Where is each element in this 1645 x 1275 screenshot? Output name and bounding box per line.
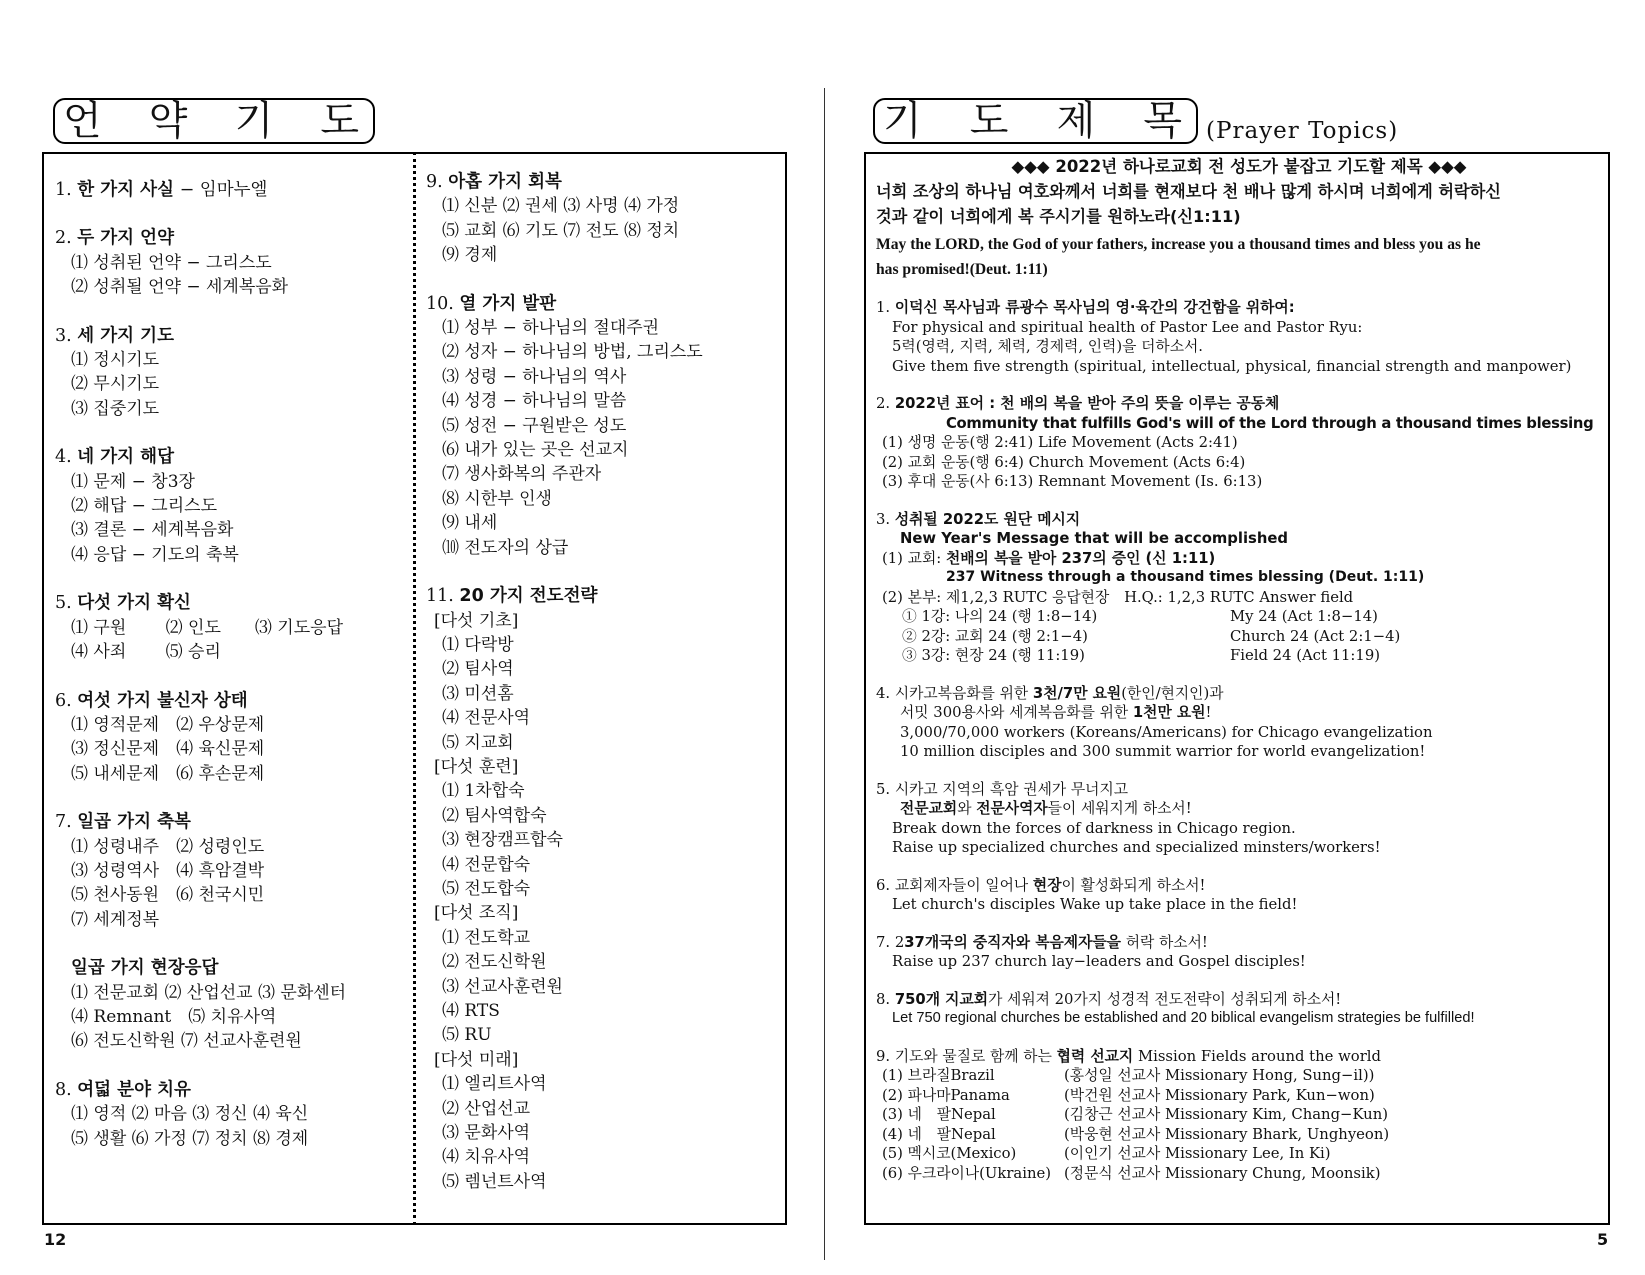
prayer-topic-9 [876,1047,1602,1184]
subitem-english: My 24 (Act 1:8−14) [1230,608,1378,625]
prayer-topic-6 [876,876,1602,915]
section-item: ⑺ 생사화복의 주관자 [442,464,602,485]
section-item: ⑸ 성전 − 구원받은 성도 [442,415,627,436]
book-spine [824,88,825,1260]
topic-text: 기도와 물질로 함께 하는 [894,1047,1057,1065]
verse-korean-line: 것과 같이 너희에게 복 주시기를 원하노라(신1:11) [876,207,1241,226]
topic-line: Let 750 regional churches be established and 20 biblical evangelism strategies be fulfilled! [892,1010,1475,1026]
topic-title: 2022년 표어 : 천 배의 복을 받아 주의 뜻을 이루는 공동체 [894,395,1280,412]
section-title: 다섯 가지 확신 [77,593,191,614]
section-number: 4. [55,447,72,468]
section-heading [55,956,405,980]
section-heading [55,1078,405,1102]
prayer-topic-8 [876,990,1602,1029]
covenant-section [55,324,405,422]
section-item: ⑴ 영적 ⑵ 마음 ⑶ 정신 ⑷ 육신 [71,1104,309,1125]
left-page-number: 12 [44,1230,67,1249]
section-heading [55,226,405,250]
topic-text: 들이 세워지게 하소서! [1047,800,1192,817]
section-heading [55,591,405,615]
strategy-item: ⑷ 전문사역 [442,708,531,729]
topic-english: Community that fulfills God's will of the Lord through a thousand times blessing [946,414,1594,432]
subitem-korean: ② 2강: 교회 24 (행 2:1−4) [902,627,1088,645]
strategy-group-label: [다섯 훈련] [434,756,519,777]
right-page-title [873,98,1198,144]
prayer-topic-3 [876,510,1602,666]
topic-text: 이 활성화되게 하소서! [1061,876,1206,894]
section-number: 2. [55,228,72,249]
mission-field-row [876,1086,1602,1106]
strategy-item: ⑷ 치유사역 [442,1147,531,1168]
right-title-char: 기 [883,98,922,144]
subitem-english: Church 24 (Act 2:1−4) [1230,627,1401,645]
strategy-item: ⑷ 전문합숙 [442,854,531,875]
verse-korean [876,179,1602,229]
topic-number: 5. [876,780,891,798]
section-item: ⑹ 내가 있는 곳은 선교지 [442,440,629,461]
missionary-name: (김창근 선교사 Missionary Kim, Chang−Kun) [1064,1106,1389,1123]
subitem-english: Field 24 (Act 11:19) [1230,647,1381,664]
topic-text: ! [1205,704,1212,721]
section-item: ⑴ 영적문제 ⑵ 우상문제 [71,714,265,735]
topic-item: (1) 생명 운동(행 2:41) Life Movement (Acts 2:41) [882,434,1238,451]
section-title: 네 가지 해답 [77,447,174,468]
strategy-item: ⑵ 팀사역합숙 [442,805,547,826]
topic-number: 4. [876,684,891,702]
topic-number: 8. [876,990,891,1008]
strategy-item: ⑴ 다락방 [442,634,514,655]
covenant-section [426,292,781,560]
strategy-group-label: [다섯 기초] [434,610,519,631]
mission-field-row [876,1164,1602,1184]
strategy-item: ⑵ 전도신학원 [442,952,547,973]
topic-line: Break down the forces of darkness in Chicago region. [892,819,1296,837]
topic-subitem [876,607,1602,627]
section-heading [55,445,405,469]
topic-line: 10 million disciples and 300 summit warrior for world evangelization! [900,743,1426,760]
topic-bold: 전문사역자 [976,800,1048,817]
prayer-topic-4 [876,684,1602,762]
missionary-name: (박웅현 선교사 Missionary Bhark, Unghyeon) [1064,1125,1390,1143]
section-item: ⑵ 해답 − 그리스도 [71,496,217,517]
section-number: 7. [55,812,72,833]
topic-number: 7. [876,933,891,951]
section-number: 1. [55,180,72,200]
missionary-name: (박건원 선교사 Missionary Park, Kun−won) [1064,1086,1375,1104]
right-page-number: 5 [1597,1230,1609,1249]
mission-field-row [876,1144,1602,1164]
mission-field-row [876,1105,1602,1125]
section-title: 세 가지 기도 [77,325,174,346]
section-heading [55,178,405,202]
mission-field-list [876,1066,1602,1183]
topic-title: 성취될 2022도 원단 메시지 [894,510,1081,528]
topic-item-english: 237 Witness through a thousand times blessing (Deut. 1:11) [946,569,1425,585]
section-item: ⑸ 내세문제 ⑹ 후손문제 [71,763,265,784]
subitem-korean: ① 1강: 나의 24 (행 1:8−14) [902,608,1098,625]
section-number: 6. [55,690,72,711]
strategy-group-label: [다섯 조직] [434,903,519,924]
strategy-item: ⑵ 팀사역 [442,659,514,680]
section-heading [426,292,781,316]
section-item: ⑷ 성경 − 하나님의 말씀 [442,391,627,412]
section-title: 아홉 가지 회복 [448,172,562,192]
section-item: ⑷ 응답 − 기도의 축복 [71,544,239,565]
topic-item: (2) 본부: 제1,2,3 RUTC 응답현장 H.Q.: 1,2,3 RUTC Answer field [882,588,1354,606]
section-heading [55,689,405,713]
section-item: ⑽ 전도자의 상급 [442,537,569,558]
right-title-subtitle: (Prayer Topics) [1206,118,1399,144]
topic-text: 서밋 300용사와 세계복음화를 위한 [900,704,1133,721]
right-title-char: 제 [1056,98,1096,144]
topic-text: 시카고 지역의 흑암 권세가 무너지고 [894,780,1129,798]
topic-number: 2. [876,395,891,412]
section-item: ⑵ 무시기도 [71,374,160,395]
topic-line: Raise up 237 church lay−leaders and Gospel disciples! [892,953,1306,970]
strategy-item: ⑴ 엘리트사역 [442,1074,547,1095]
left-title-char: 도 [320,98,359,144]
section-title: 일곱 가지 축복 [77,812,191,833]
left-column-1 [55,178,405,1151]
section-item: ⑶ 결론 − 세계복음화 [71,520,234,541]
left-page-title [53,98,375,144]
section-title: 여덟 분야 치유 [77,1079,191,1100]
section-number: 3. [55,325,72,346]
section-item: ⑼ 경제 [442,245,498,266]
section-item: ⑶ 정신문제 ⑷ 육신문제 [71,739,265,760]
topic-english: New Year's Message that will be accomplished [900,530,1288,547]
topic-item-bold: 천배의 복을 받아 237의 증인 (신 1:11) [945,549,1216,567]
missionary-name: (홍성일 선교사 Missionary Hong, Sung−il)) [1064,1067,1375,1084]
strategy-item: ⑸ RU [442,1025,492,1046]
topic-line: 3,000/70,000 workers (Koreans/Americans) for Chicago evangelization [900,723,1433,741]
topic-number: 1. [876,299,891,316]
topic-subitem [876,646,1602,666]
section-title-tail: − 임마누엘 [174,180,268,200]
section-item: ⑵ 성취될 언약 − 세계복음화 [71,277,289,298]
topic-line: Give them five strength (spiritual, intellectual, physical, financial strength and manpower) [892,357,1572,375]
section-item: ⑶ 성령 − 하나님의 역사 [442,366,627,387]
topic-bold: 현장 [1032,876,1062,894]
strategy-item: ⑸ 지교회 [442,732,514,753]
topic-line: Raise up specialized churches and specialized minsters/workers! [892,839,1381,856]
verse-english-line: has promised!(Deut. 1:11) [876,261,1048,278]
strategy-item: ⑸ 전도합숙 [442,878,531,899]
subitem-korean: ③ 3강: 현장 24 (행 11:19) [902,647,1085,664]
verse-korean-line: 너희 조상의 하나님 여호와께서 너희를 현재보다 천 배나 많게 하시며 너희에게 허락하신 [876,182,1501,201]
left-title-char: 기 [234,98,274,144]
topic-subitem [876,627,1602,647]
mission-country: (4) 네 팔Nepal [882,1125,996,1143]
topic-number: 6. [876,876,891,894]
topic-bold: 37개국의 중직자와 복음제자들을 [904,933,1121,951]
right-title-char: 도 [969,98,1009,144]
strategy-item: ⑶ 선교사훈련원 [442,976,563,997]
topic-text: 교회제자들이 일어나 [894,876,1033,894]
topic-bold: 1천만 요원 [1132,704,1206,721]
topic-text: 시카고복음화를 위한 [894,684,1033,702]
right-title-char: 목 [1143,98,1182,144]
section-item: ⑴ 전문교회 ⑵ 산업선교 ⑶ 문화센터 [71,982,347,1003]
mission-country: (5) 멕시코(Mexico) [882,1145,1017,1162]
section-item: ⑴ 성령내주 ⑵ 성령인도 [71,836,265,857]
verse-english-line: May the LORD, the God of your fathers, increase you a thousand times and bless you as he [876,236,1481,253]
left-title-char: 언 [63,98,102,144]
topic-item: (3) 후대 운동(사 6:13) Remnant Movement (Is. 6:13) [882,473,1263,490]
prayer-topic-2 [876,394,1602,492]
strategy-item: ⑵ 산업선교 [442,1098,531,1119]
topic-text: 2 [894,933,905,951]
section-item: ⑸ 천사동원 ⑹ 천국시민 [71,885,265,906]
covenant-section [55,1078,405,1151]
prayer-topic-5 [876,780,1602,858]
strategy-group-label: [다섯 미래] [434,1049,519,1070]
strategy-item: ⑴ 1차합숙 [442,781,525,802]
covenant-section [55,226,405,299]
prayer-topic-7 [876,933,1602,972]
section-number: 10. [426,293,454,314]
section-item: ⑸ 교회 ⑹ 기도 ⑺ 전도 ⑻ 정치 [442,220,680,241]
section-number: 11. [426,586,454,607]
missionary-name: (이인기 선교사 Missionary Lee, In Ki) [1064,1145,1331,1162]
topic-text: Mission Fields around the world [1133,1047,1381,1065]
topic-line: For physical and spiritual health of Pastor Lee and Pastor Ryu: [892,318,1363,336]
covenant-section [55,591,405,664]
prayer-topics-list [876,154,1602,1183]
topic-text: 가 세워져 20가지 성경적 전도전략이 성취되게 하소서! [988,990,1342,1008]
prayer-header: ◆◆◆ 2022년 하나로교회 전 성도가 붙잡고 기도할 제목 ◆◆◆ [1011,157,1467,176]
topic-bold: 전문교회 [900,800,958,817]
section-item: ⑵ 성자 − 하나님의 방법, 그리스도 [442,342,703,363]
left-column-2 [426,170,781,1194]
section-item: ⑴ 문제 − 창3장 [71,471,195,492]
strategy-item: ⑶ 미션홈 [442,683,514,704]
section-number: 9. [426,172,443,192]
verse-english [876,232,1602,282]
topic-text: 허락 하소서! [1120,933,1208,951]
section-item: ⑷ Remnant ⑸ 치유사역 [71,1006,277,1027]
section-item: ⑼ 내세 [442,513,498,534]
mission-country: (2) 파나마Panama [882,1086,1010,1104]
section-title: 20 가지 전도전략 [459,586,598,607]
strategy-item: ⑷ RTS [442,1001,500,1021]
section-item: ⑴ 정시기도 [71,350,160,371]
strategy-item: ⑴ 전도학교 [442,927,531,948]
section-title: 한 가지 사실 [77,180,174,200]
topic-number: 9. [876,1047,891,1065]
covenant-section [426,170,781,268]
section-title: 두 가지 언약 [77,228,174,249]
prayer-topic-1 [876,298,1602,376]
section-title: 열 가지 발판 [459,293,557,314]
covenant-section [55,956,405,1054]
left-title-char: 약 [148,98,188,144]
strategy-item: ⑶ 문화사역 [442,1123,531,1144]
section-title: 일곱 가지 현장응답 [71,958,219,979]
section-item: ⑺ 세계정복 [71,909,160,930]
topic-number: 3. [876,510,891,528]
section-heading [55,810,405,834]
topic-item: (2) 교회 운동(행 6:4) Church Movement (Acts 6:4) [882,453,1246,471]
topic-text: (한인/현지인)과 [1121,684,1224,702]
section-item: ⑶ 성령역사 ⑷ 흑암결박 [71,860,265,881]
mission-country: (3) 네 팔Nepal [882,1106,996,1123]
section-item: ⑸ 생활 ⑹ 가정 ⑺ 정치 ⑻ 경제 [71,1128,309,1149]
section-heading [426,170,781,194]
section-item: ⑴ 신분 ⑵ 권세 ⑶ 사명 ⑷ 가정 [442,196,680,217]
topic-item-prefix: (1) 교회: [882,549,946,567]
section-heading [55,324,405,348]
section-number: 5. [55,593,72,614]
section-item: ⑴ 성취된 언약 − 그리스도 [71,252,272,273]
topic-bold: 3천/7만 요원 [1032,684,1122,702]
section-item: ⑴ 성부 − 하나님의 절대주권 [442,318,660,339]
mission-country: (6) 우크라이나(Ukraine) [882,1164,1052,1182]
strategy-item: ⑶ 현장캠프합숙 [442,830,563,851]
missionary-name: (정문식 선교사 Missionary Chung, Moonsik) [1064,1164,1381,1182]
mission-country: (1) 브라질Brazil [882,1067,995,1084]
section-title: 여섯 가지 불신자 상태 [77,690,248,711]
column-divider [413,152,416,1225]
section-item: ⑶ 집중기도 [71,398,160,419]
covenant-section [55,445,405,567]
covenant-section [55,178,405,202]
strategy-item: ⑸ 렘넌트사역 [442,1171,547,1192]
section-heading [426,584,781,608]
covenant-section [55,689,405,787]
mission-field-row [876,1066,1602,1086]
section-item: ⑷ 사죄 ⑸ 승리 [71,642,221,663]
topic-text: 와 [957,800,977,817]
covenant-section [55,810,405,932]
covenant-section [426,584,781,1194]
topic-bold: 협력 선교지 [1056,1047,1134,1065]
topic-bold: 750개 지교회 [894,990,989,1008]
topic-title: 이덕신 목사님과 류광수 목사님의 영·육간의 강건함을 위하여: [894,299,1295,316]
section-item: ⑻ 시한부 인생 [442,488,552,509]
section-item: ⑹ 전도신학원 ⑺ 선교사훈련원 [71,1031,302,1052]
mission-field-row [876,1125,1602,1145]
section-number: 8. [55,1079,72,1100]
topic-line: 5력(영력, 지력, 체력, 경제력, 인력)을 더하소서. [892,338,1203,355]
topic-line: Let church's disciples Wake up take place in the field! [892,896,1298,913]
section-item: ⑴ 구원 ⑵ 인도 ⑶ 기도응답 [71,617,343,638]
